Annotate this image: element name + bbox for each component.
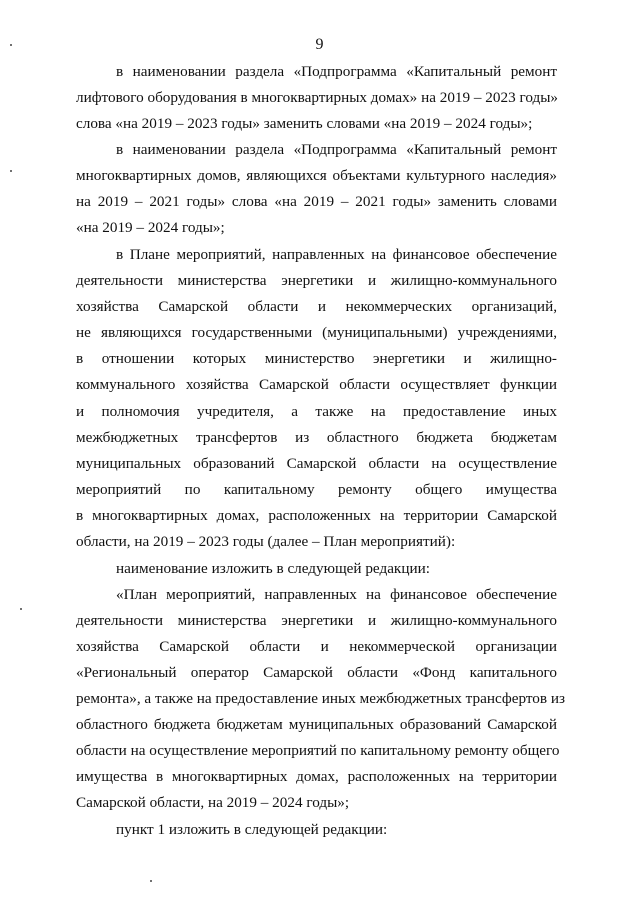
text-line: муниципальных образований Самарской области на осуществление (76, 455, 557, 472)
text-line: в отношении которых министерство энергетики и жилищно- (76, 350, 557, 367)
text-line: в многоквартирных домах, расположенных на территории Самарской (76, 507, 557, 524)
text-line: «План мероприятий, направленных на финансовое обеспечение (116, 586, 557, 603)
text-line: мероприятий по капитальному ремонту общего имущества (76, 481, 557, 498)
text-line: «на 2019 – 2024 годы»; (76, 219, 225, 236)
text-line: в наименовании раздела «Подпрограмма «Капитальный ремонт (116, 63, 557, 80)
text-line: на 2019 – 2021 годы» слова «на 2019 – 2021 годы» заменить словами (76, 193, 557, 210)
text-line: наименование изложить в следующей редакции: (116, 560, 430, 577)
text-line: пункт 1 изложить в следующей редакции: (116, 821, 388, 838)
scan-speck (150, 880, 152, 882)
scan-speck (10, 170, 12, 172)
scan-speck (20, 608, 22, 610)
text-line: межбюджетных трансфертов из областного бюджета бюджетам (76, 429, 557, 446)
text-line: «Региональный оператор Самарской области «Фонд капитального (76, 664, 557, 681)
text-line: не являющихся государственными (муниципальными) учреждениями, (76, 324, 557, 341)
text-line: хозяйства Самарской области и некоммерческих организаций, (76, 298, 557, 315)
text-line: области, на 2019 – 2023 годы (далее – План мероприятий): (76, 533, 456, 550)
text-line: слова «на 2019 – 2023 годы» заменить словами «на 2019 – 2024 годы»; (76, 115, 533, 132)
scan-speck (10, 44, 12, 46)
text-line: имущества в многоквартирных домах, расположенных на территории (76, 768, 557, 785)
text-line: деятельности министерства энергетики и жилищно-коммунального (76, 612, 557, 629)
text-line: коммунального хозяйства Самарской области осуществляет функции (76, 376, 557, 393)
page-number: 9 (315, 36, 324, 53)
text-line: многоквартирных домов, являющихся объектами культурного наследия» (76, 167, 557, 184)
text-line: Самарской области, на 2019 – 2024 годы»; (76, 794, 350, 811)
text-line: в наименовании раздела «Подпрограмма «Капитальный ремонт (116, 141, 557, 158)
text-line: области на осуществление мероприятий по капитальному ремонту общего (76, 742, 560, 759)
text-line: в Плане мероприятий, направленных на финансовое обеспечение (116, 246, 557, 263)
text-line: и полномочия учредителя, а также на предоставление иных (76, 403, 557, 420)
text-line: хозяйства Самарской области и некоммерческой организации (76, 638, 557, 655)
text-line: областного бюджета бюджетам муниципальных образований Самарской (76, 716, 557, 733)
text-line: ремонта», а также на предоставление иных межбюджетных трансфертов из (76, 690, 565, 707)
text-line: лифтового оборудования в многоквартирных домах» на 2019 – 2023 годы» (76, 89, 558, 106)
text-line: деятельности министерства энергетики и жилищно-коммунального (76, 272, 557, 289)
